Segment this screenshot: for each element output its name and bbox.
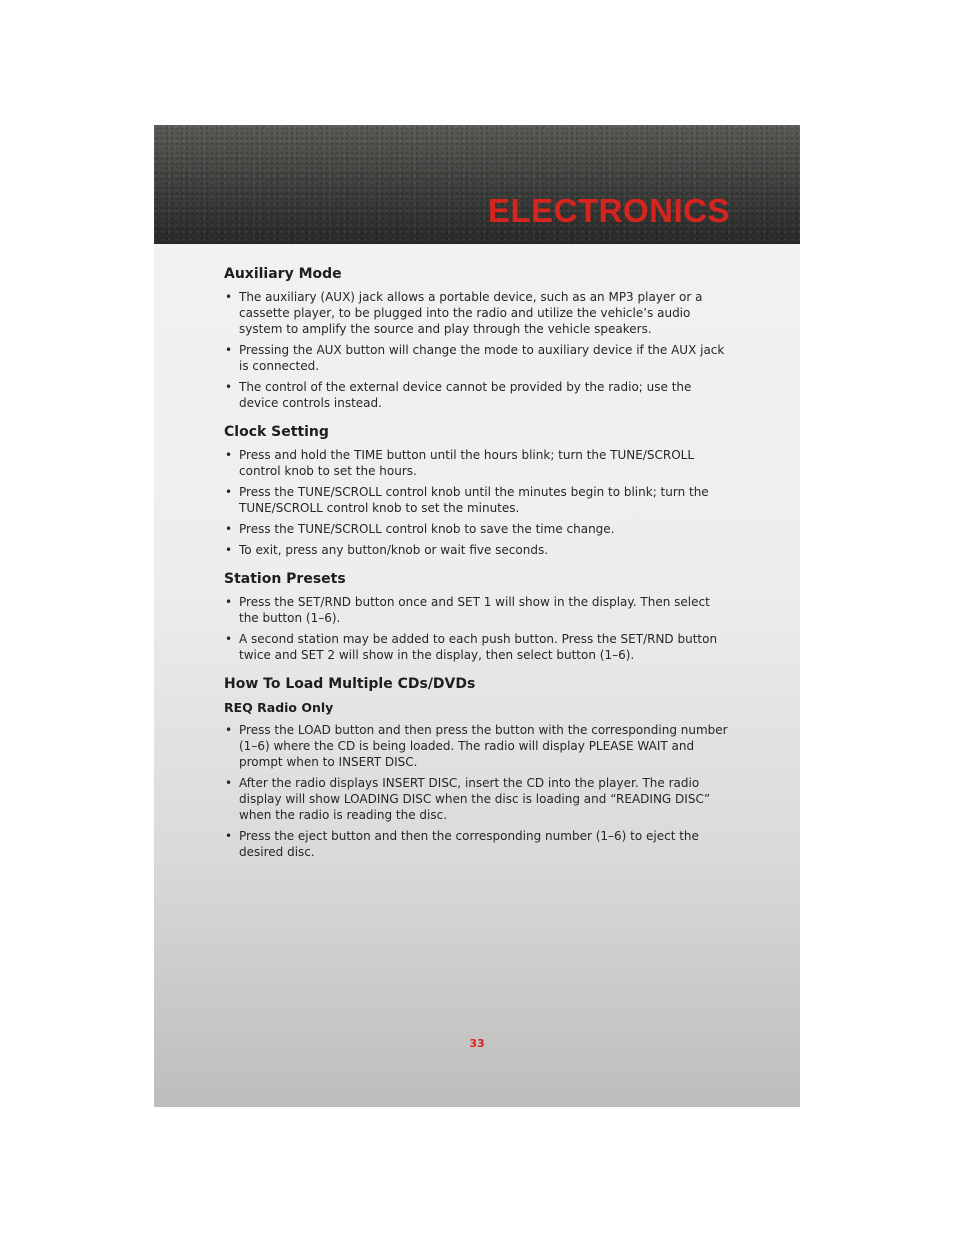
manual-page xyxy=(154,125,800,1107)
list-item-text: To exit, press any button/knob or wait five seconds. xyxy=(239,543,549,557)
bullet-icon: • xyxy=(225,632,233,646)
bullet-icon: • xyxy=(225,776,233,790)
bullet-icon: • xyxy=(225,343,233,357)
list-item xyxy=(224,521,730,537)
list-item xyxy=(224,631,730,663)
list-item-text: Press the TUNE/SCROLL control knob to save the time change. xyxy=(239,522,615,536)
list-item-text: Press the eject button and then the corresponding number (1–6) to eject the desired disc. xyxy=(239,829,699,859)
list-item-text: A second station may be added to each push button. Press the SET/RND button twice and SET 2 will show in the display, then select button (1–6). xyxy=(239,632,718,662)
bullet-list xyxy=(224,447,730,558)
list-item-text: The control of the external device cannot be provided by the radio; use the device controls instead. xyxy=(239,380,692,410)
bullet-icon: • xyxy=(225,485,233,499)
heading-auxiliary-mode: Auxiliary Mode xyxy=(224,266,342,282)
list-item-text: Press the TUNE/SCROLL control knob until the minutes begin to blink; turn the TUNE/SCROLL control knob to set the minutes. xyxy=(239,485,709,515)
list-item xyxy=(224,775,730,823)
list-item-text: Press and hold the TIME button until the hours blink; turn the TUNE/SCROLL control knob to set the hours. xyxy=(239,448,695,478)
bullet-icon: • xyxy=(225,448,233,462)
bullet-list xyxy=(224,594,730,663)
subheading-req-radio-only: REQ Radio Only xyxy=(224,700,334,715)
bullet-icon: • xyxy=(225,543,233,557)
bullet-list xyxy=(224,289,730,411)
list-item xyxy=(224,542,730,558)
section-auxiliary-mode xyxy=(224,265,730,411)
heading-clock-setting: Clock Setting xyxy=(224,424,329,440)
bullet-icon: • xyxy=(225,723,233,737)
bullet-list xyxy=(224,722,730,860)
bullet-icon: • xyxy=(225,829,233,843)
list-item xyxy=(224,594,730,626)
heading-station-presets: Station Presets xyxy=(224,571,346,587)
bullet-icon: • xyxy=(225,290,233,304)
section-clock-setting xyxy=(224,423,730,558)
list-item-text: After the radio displays INSERT DISC, insert the CD into the player. The radio display will show LOADING DISC when the disc is loading and “READING DISC” when the radio is reading the disc. xyxy=(239,776,711,822)
list-item xyxy=(224,342,730,374)
page-content xyxy=(224,265,730,872)
list-item xyxy=(224,379,730,411)
bullet-icon: • xyxy=(225,522,233,536)
list-item xyxy=(224,828,730,860)
list-item xyxy=(224,484,730,516)
section-title: ELECTRONICS xyxy=(487,192,730,229)
section-header-band xyxy=(154,125,800,244)
list-item xyxy=(224,289,730,337)
list-item-text: The auxiliary (AUX) jack allows a portable device, such as an MP3 player or a cassette player, to be plugged into the radio and utilize the vehicle’s audio system to amplify the source and play through the vehicle speakers. xyxy=(239,290,703,336)
section-station-presets xyxy=(224,570,730,663)
list-item-text: Press the LOAD button and then press the button with the corresponding number (1–6) where the CD is being loaded. The radio will display PLEASE WAIT and prompt when to INSERT DISC. xyxy=(239,723,728,769)
list-item-text: Pressing the AUX button will change the mode to auxiliary device if the AUX jack is connected. xyxy=(239,343,725,373)
list-item xyxy=(224,722,730,770)
bullet-icon: • xyxy=(225,595,233,609)
list-item-text: Press the SET/RND button once and SET 1 will show in the display. Then select the button (1–6). xyxy=(239,595,710,625)
section-load-multiple-cds xyxy=(224,675,730,860)
bullet-icon: • xyxy=(225,380,233,394)
heading-load-multiple-cds: How To Load Multiple CDs/DVDs xyxy=(224,676,476,692)
page-number: 33 xyxy=(469,1037,485,1050)
list-item xyxy=(224,447,730,479)
